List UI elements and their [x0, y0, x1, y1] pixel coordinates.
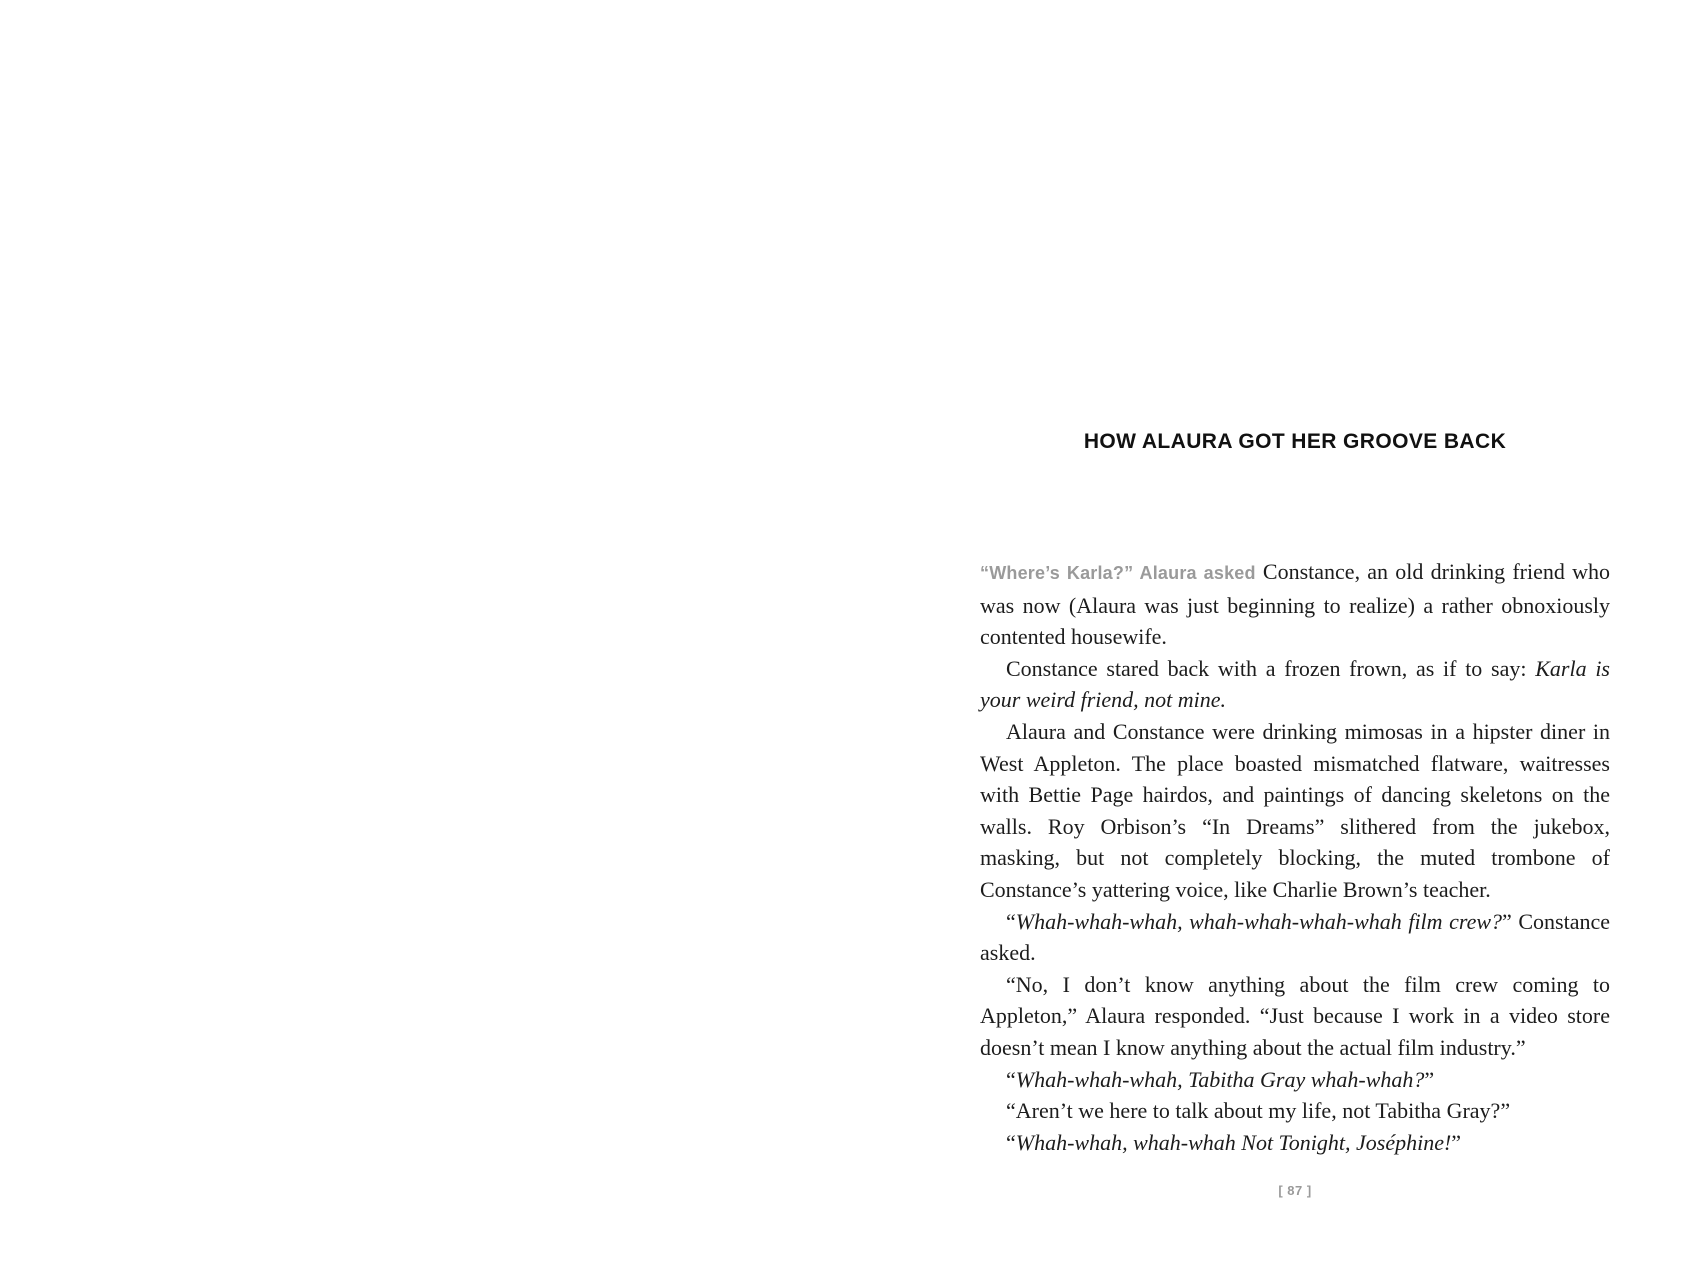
paragraph-4-open-quote: “ — [1006, 908, 1016, 934]
paragraph-4-close: ” Constance asked. — [980, 908, 1610, 966]
paragraph-6 — [980, 1064, 1610, 1096]
paragraph-6-open-quote: “ — [1006, 1066, 1016, 1092]
paragraph-6-close: ” — [1424, 1066, 1435, 1092]
page-number: [ 87 ] — [1278, 1183, 1312, 1198]
paragraph-1-text: Constance, an old drinking friend who was now (Alaura was just beginning to realize) a rather obnoxiously contented housewife. — [980, 559, 1610, 650]
chapter-title: HOW ALAURA GOT HER GROOVE BACK — [1083, 430, 1507, 453]
paragraph-4-italic: Whah-whah-whah, whah-whah-whah-whah film crew? — [1015, 908, 1503, 934]
paragraph-4 — [980, 906, 1610, 969]
paragraph-7: “Aren’t we here to talk about my life, not Tabitha Gray?” — [1006, 1098, 1511, 1124]
lead-in-text: “Where’s Karla?” Alaura asked — [980, 563, 1256, 583]
paragraph-2-text: Constance stared back with a frozen frown, as if to say: — [1006, 655, 1536, 681]
right-page — [850, 0, 1700, 1275]
paragraph-8 — [980, 1127, 1610, 1159]
paragraph-8-close: ” — [1451, 1129, 1462, 1155]
paragraph-3: Alaura and Constance were drinking mimosas in a hipster diner in West Appleton. The place boasted mismatched flatware, waitresses with Bettie Page hairdos, and paintings of dancing skeletons on the walls. Roy Orbison’s “In Dreams” slithered from the jukebox, masking, but not completely blocking, the muted trombone of Constance’s yattering voice, like Charlie Brown’s teacher. — [980, 718, 1610, 902]
paragraph-2 — [980, 653, 1610, 716]
paragraph-6-italic: Whah-whah-whah, Tabitha Gray whah-whah? — [1015, 1066, 1425, 1092]
paragraph-5: “No, I don’t know anything about the film crew coming to Appleton,” Alaura responded. “Just because I work in a video store doesn’t mean I know anything about the actual film industry.” — [980, 971, 1610, 1060]
paragraph-2-italic: Karla is your weird friend, not mine. — [980, 655, 1610, 713]
paragraph-1 — [980, 556, 1610, 653]
paragraph-8-italic: Whah-whah, whah-whah Not Tonight, Joséphine! — [1015, 1129, 1452, 1155]
paragraph-8-open-quote: “ — [1006, 1129, 1016, 1155]
chapter-body — [980, 556, 1610, 1158]
